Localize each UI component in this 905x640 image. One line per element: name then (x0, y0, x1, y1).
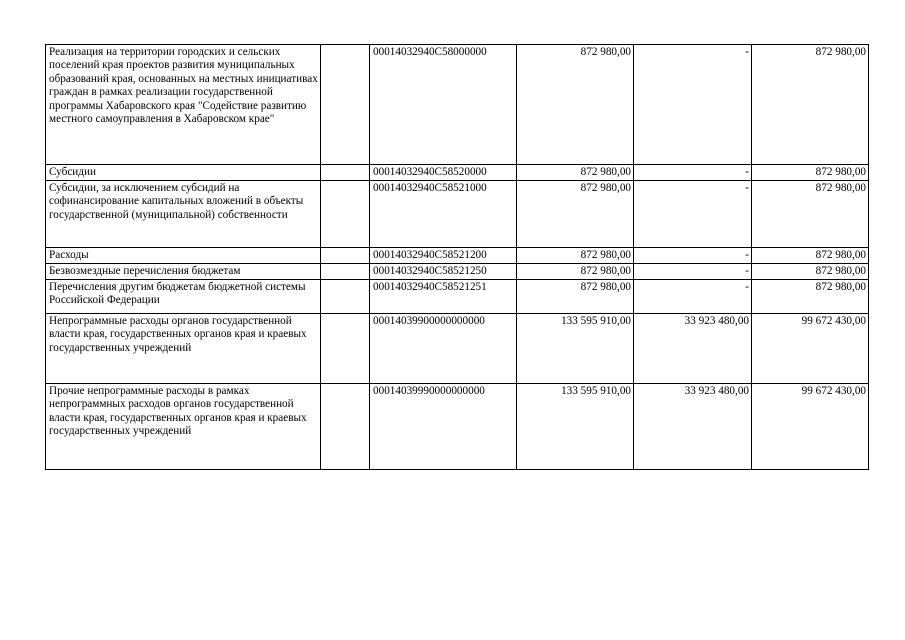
row-blank-cell (321, 280, 370, 314)
row-code: 00014032940C58521250 (370, 264, 517, 280)
row-executed: - (634, 280, 752, 314)
row-name: Непрограммные расходы органов государственной власти края, государственных органов края и краевых государственных учреждений (46, 314, 321, 384)
row-remaining: 872 980,00 (752, 280, 869, 314)
row-blank-cell (321, 181, 370, 248)
row-blank-cell (321, 384, 370, 470)
row-blank-cell (321, 248, 370, 264)
row-executed: - (634, 248, 752, 264)
row-remaining: 872 980,00 (752, 165, 869, 181)
row-plan: 133 595 910,00 (517, 314, 634, 384)
table-row (46, 314, 869, 384)
row-code: 00014032940C58520000 (370, 165, 517, 181)
table-row (46, 264, 869, 280)
row-executed: - (634, 181, 752, 248)
row-executed: - (634, 165, 752, 181)
row-plan: 872 980,00 (517, 45, 634, 165)
row-name: Перечисления другим бюджетам бюджетной системы Российской Федерации (46, 280, 321, 314)
row-code: 00014039990000000000 (370, 384, 517, 470)
row-name: Субсидии (46, 165, 321, 181)
row-code: 00014032940C58521000 (370, 181, 517, 248)
row-name: Безвозмездные перечисления бюджетам (46, 264, 321, 280)
row-name: Прочие непрограммные расходы в рамках непрограммных расходов органов государственной власти края, государственных органов края и краевых государственных учреждений (46, 384, 321, 470)
row-blank-cell (321, 314, 370, 384)
row-name: Субсидии, за исключением субсидий на софинансирование капитальных вложений в объекты государственной (муниципальной) собственности (46, 181, 321, 248)
table-row (46, 384, 869, 470)
row-executed: 33 923 480,00 (634, 314, 752, 384)
row-code: 00014032940C58521251 (370, 280, 517, 314)
row-plan: 133 595 910,00 (517, 384, 634, 470)
table-row (46, 181, 869, 248)
table-row (46, 45, 869, 165)
row-blank-cell (321, 264, 370, 280)
row-blank-cell (321, 165, 370, 181)
row-remaining: 872 980,00 (752, 264, 869, 280)
row-code: 00014032940C58000000 (370, 45, 517, 165)
row-plan: 872 980,00 (517, 165, 634, 181)
table-row (46, 280, 869, 314)
row-plan: 872 980,00 (517, 248, 634, 264)
row-remaining: 872 980,00 (752, 181, 869, 248)
row-blank-cell (321, 45, 370, 165)
row-plan: 872 980,00 (517, 181, 634, 248)
row-executed: - (634, 264, 752, 280)
row-plan: 872 980,00 (517, 264, 634, 280)
budget-execution-table (45, 44, 869, 470)
table-row (46, 248, 869, 264)
row-plan: 872 980,00 (517, 280, 634, 314)
row-code: 00014032940C58521200 (370, 248, 517, 264)
row-executed: - (634, 45, 752, 165)
row-executed: 33 923 480,00 (634, 384, 752, 470)
row-remaining: 872 980,00 (752, 45, 869, 165)
table-row (46, 165, 869, 181)
row-name: Расходы (46, 248, 321, 264)
row-remaining: 99 672 430,00 (752, 314, 869, 384)
row-name: Реализация на территории городских и сельских поселений края проектов развития муниципальных образований края, основанных на местных инициативах граждан в рамках реализации государственной программы Хабаровского края "Содействие развитию местного самоуправления в Хабаровском крае" (46, 45, 321, 165)
row-remaining: 99 672 430,00 (752, 384, 869, 470)
row-code: 00014039900000000000 (370, 314, 517, 384)
row-remaining: 872 980,00 (752, 248, 869, 264)
